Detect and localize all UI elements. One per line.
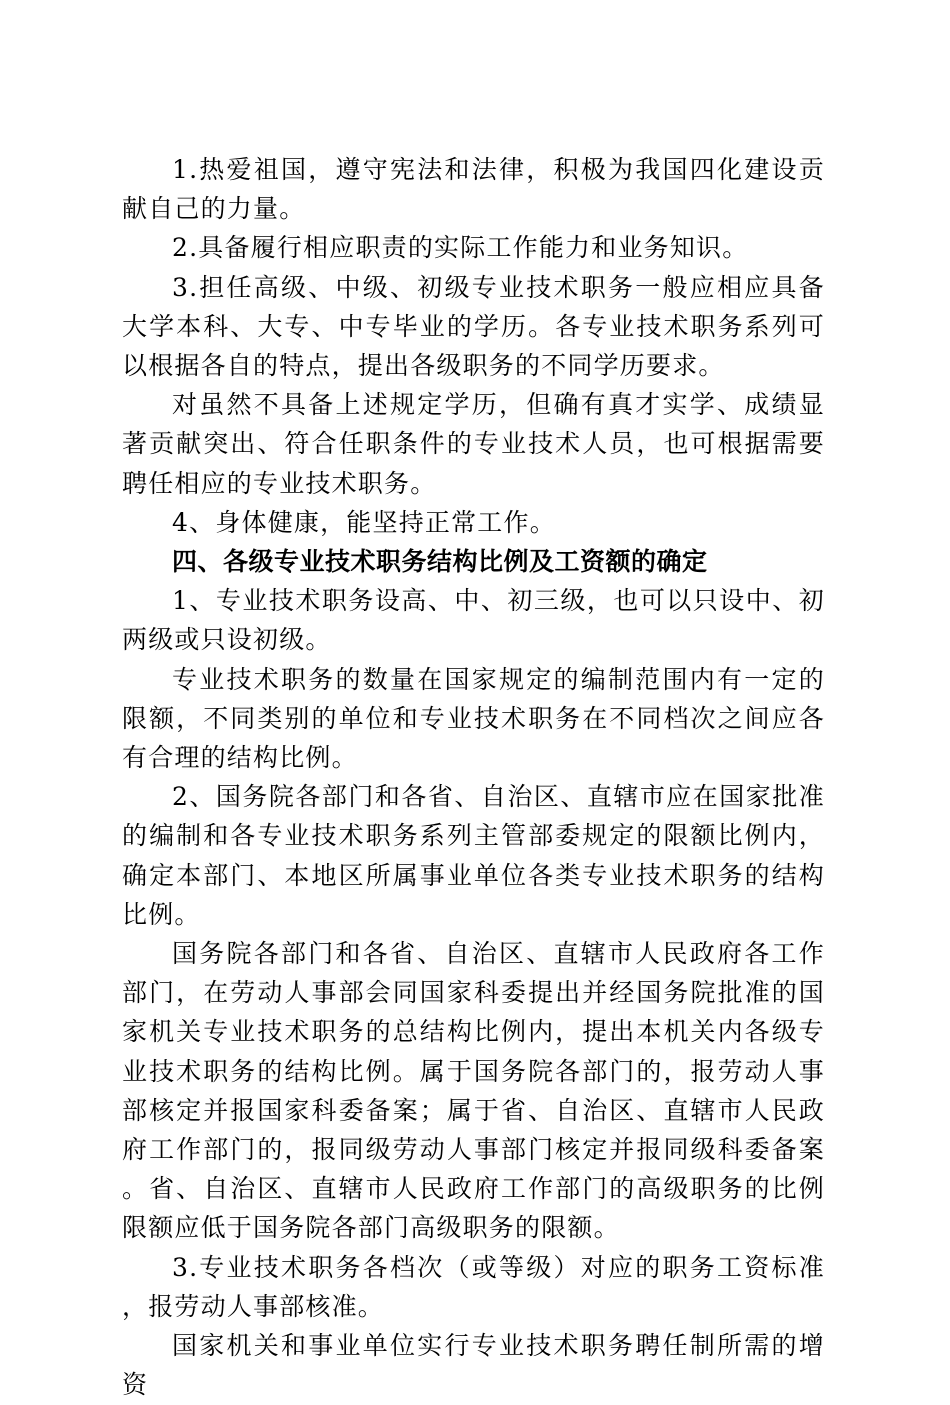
paragraph-section4-item-1: 1、专业技术职务设高、中、初三级，也可以只设中、初两级或只设初级。 <box>122 586 825 655</box>
paragraph-section4-item-2: 2、国务院各部门和各省、自治区、直辖市应在国家批准的编制和各专业技术职务系列主管部委规定的限额比例内，确定本部门、本地区所属事业单位各类专业技术职务的结构比例。 <box>122 782 825 929</box>
section-heading: 四、各级专业技术职务结构比例及工资额的确定 <box>172 547 708 577</box>
paragraph-item-3: 3.担任高级、中级、初级专业技术职务一般应相应具备大学本科、大专、中专毕业的学历。各专业技术职务系列可以根据各自的特点，提出各级职务的不同学历要求。 <box>122 272 825 381</box>
paragraph-state-council: 国务院各部门和各省、自治区、直辖市人民政府各工作部门，在劳动人事部会同国家科委提出并经国务院批准的国家机关专业技术职务的总结构比例内，提出本机关内各级专业技术职务的结构比例。属于国务院各部门的，报劳动人事部核定并报国家科委备案；属于省、自治区、直辖市人民政府工作部门的，报同级劳动人事部门核定并报同级科委备案。省、自治区、直辖市人民政府工作部门的高级职务的比例限额应低于国务院各部门高级职务的限额。 <box>122 939 825 1243</box>
paragraph-salary-increase: 国家机关和事业单位实行专业技术职务聘任制所需的增资 <box>122 1331 825 1400</box>
paragraph-item-4: 4、身体健康，能坚持正常工作。 <box>172 507 556 537</box>
paragraph-item-2: 2.具备履行相应职责的实际工作能力和业务知识。 <box>172 233 749 263</box>
document-page <box>122 150 825 1405</box>
paragraph-quota: 专业技术职务的数量在国家规定的编制范围内有一定的限额，不同类别的单位和专业技术职务在不同档次之间应各有合理的结构比例。 <box>122 664 825 773</box>
paragraph-supplement: 对虽然不具备上述规定学历，但确有真才实学、成绩显著贡献突出、符合任职条件的专业技术人员，也可根据需要聘任相应的专业技术职务。 <box>122 390 825 498</box>
paragraph-item-1: 1.热爱祖国，遵守宪法和法律，积极为我国四化建设贡献自己的力量。 <box>122 155 825 224</box>
paragraph-section4-item-3: 3.专业技术职务各档次（或等级）对应的职务工资标准，报劳动人事部核准。 <box>122 1252 825 1321</box>
